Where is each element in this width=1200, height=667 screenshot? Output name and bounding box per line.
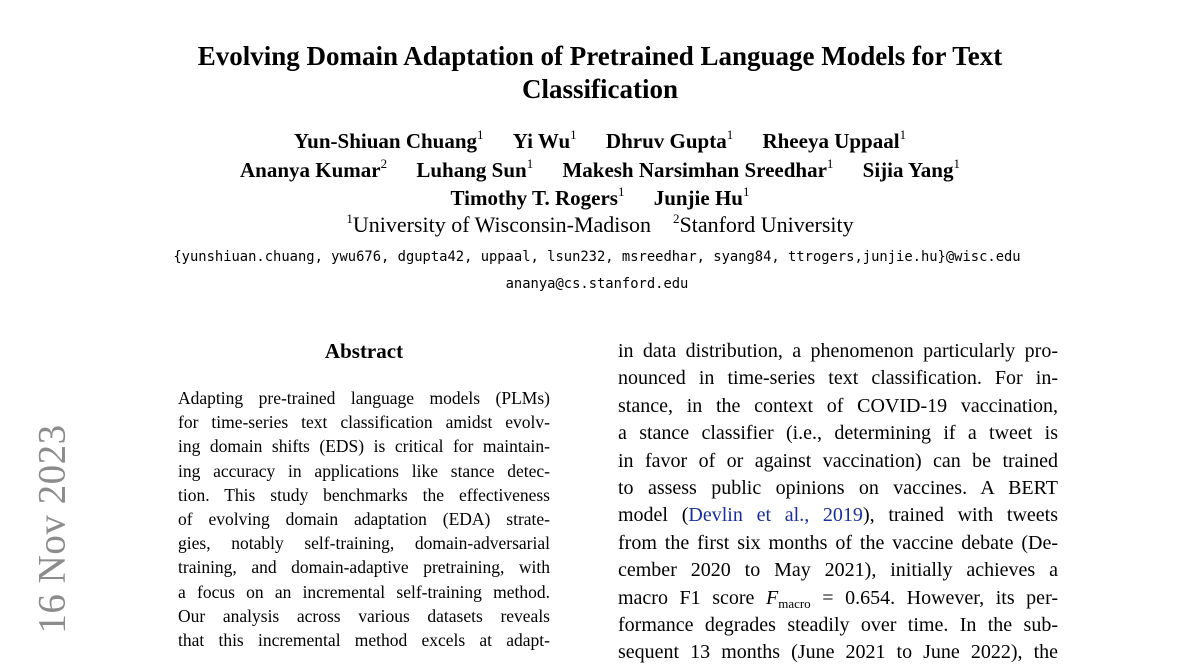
intro-line: in data distribution, a phenomenon particularly pro- [618,340,1058,362]
abstract-line: ing accuracy in applications like stance detec- [178,460,550,481]
citation-link[interactable]: Devlin et al., 2019 [688,504,863,527]
abstract-line: Our analysis across various datasets reveals [178,605,550,626]
intro-line: cember 2020 to May 2021), initially achieves a [618,559,1058,582]
intro-line: stance, in the context of COVID-19 vaccination, [618,394,1058,417]
intro-line: from the first six months of the vaccine debate (De- [618,531,1058,554]
intro-column [618,338,1058,667]
intro-line: macro F1 score $F_{macro} = 0.654$. However, its per- [618,586,1058,611]
abstract-line: of evolving domain adaptation (EDA) strate- [178,508,550,529]
arxiv-date-stamp [32,410,72,648]
author: Ananya Kumar$^2$ [239,156,388,182]
abstract-line: that this incremental method excels at adapt- [178,629,550,650]
intro-line: nounced in time-series text classification. For in- [618,367,1058,390]
author-row-3 [100,184,1100,212]
author: Rheeya Uppaal$^1$ [762,127,907,153]
paper-title [160,40,1040,106]
intro-line: a stance classifier (i.e., determining if a tweet is [618,422,1058,445]
affiliation: $^1$University of Wisconsin-Madison [346,211,651,237]
abstract-line: ing domain shifts (EDS) is critical for maintain- [178,436,550,457]
email-line-2: ananya@cs.stanford.edu [505,276,689,292]
author: Luhang Sun$^1$ [416,156,534,182]
intro-line: sequent 13 months (June 2021 to June 2022), the [618,641,1058,664]
abstract-body [178,386,550,652]
abstract-line: for time-series text classification amidst evolv- [178,412,550,433]
author: Junjie Hu$^1$ [653,184,750,210]
affiliation: $^2$Stanford University [672,211,854,237]
intro-line: formance degrades steadily over time. In the sub- [618,613,1058,636]
author-row-2 [100,156,1100,184]
title-line-1: Evolving Domain Adaptation of Pretrained Language Models for Text [197,41,1003,71]
author: Sijia Yang$^1$ [862,156,960,182]
arxiv-date-text: 16 Nov 2023 [30,424,74,634]
intro-line: to assess public opinions on vaccines. A BERT [618,476,1058,499]
abstract-line: training, and domain-adaptive pretraining, with [178,557,550,578]
intro-line: model (Devlin et al., 2019), trained with tweets [618,504,1058,527]
abstract-line: gies, notably self-training, domain-adversarial [178,533,550,554]
intro-line: in favor of or against vaccination) can be trained [618,449,1058,472]
author: Makesh Narsimhan Sreedhar$^1$ [562,156,834,182]
author: Yun-Shiuan Chuang$^1$ [293,127,484,153]
author: Dhruv Gupta$^1$ [605,127,734,153]
abstract-line: a focus on an incremental self-training method. [178,581,550,602]
author: Timothy T. Rogers$^1$ [450,184,625,210]
abstract-line: tion. This study benchmarks the effectiveness [178,484,550,505]
abstract-line: Adapting pre-trained language models (PLMs) [178,388,550,408]
title-line-2: Classification [521,74,678,104]
abstract-heading: Abstract [324,339,404,363]
author: Yi Wu$^1$ [512,127,577,153]
f1-macro-symbol: $F_{macro}$ [765,586,811,611]
affiliations [100,211,1100,239]
author-row-1 [100,127,1100,155]
email-line-1: {yunshiuan.chuang, ywu676, dgupta42, uppaal, lsun232, msreedhar, syang84, ttrogers,junjie.hu}@wisc.edu [173,249,1021,265]
